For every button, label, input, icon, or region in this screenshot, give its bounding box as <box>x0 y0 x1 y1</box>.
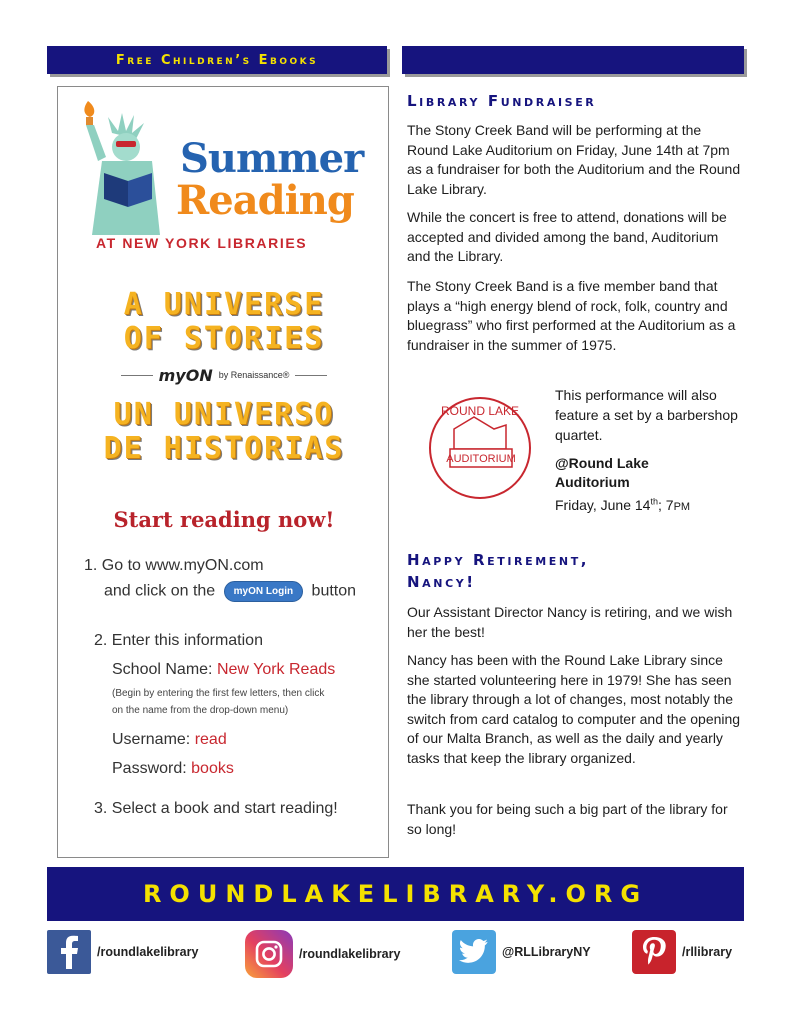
step-1-line-2: and click on the myON Login button <box>104 581 356 602</box>
instagram-icon[interactable] <box>245 930 293 978</box>
myon-brand-row <box>114 364 334 386</box>
username-value: read <box>194 731 227 748</box>
retirement-paragraph-3: Thank you for being such a big part of the library for so long! <box>407 801 728 837</box>
fundraiser-paragraph-4: This performance will also feature a set by a barbershop quartet. <box>555 387 738 443</box>
summer-reading-logo <box>68 95 383 260</box>
retirement-paragraph-1: Our Assistant Director Nancy is retiring, and we wish her the best! <box>407 604 733 640</box>
social-pinterest[interactable]: /rllibrary <box>632 930 732 974</box>
facebook-icon[interactable] <box>47 930 91 974</box>
logo-subtitle: AT NEW YORK LIBRARIES <box>96 235 308 251</box>
universe-line-1: A UNIVERSE <box>123 287 325 322</box>
logo-reading-text: Reading <box>176 177 354 224</box>
social-instagram[interactable]: /roundlakelibrary <box>245 930 400 978</box>
logo-summer-text: Summer <box>180 135 364 182</box>
statue-of-liberty-icon <box>68 95 178 235</box>
auditorium-logo-bottom: AUDITORIUM <box>446 453 516 465</box>
myon-by-text: by Renaissance® <box>218 370 290 380</box>
universe-line-2: OF STORIES <box>123 321 325 356</box>
step-2-heading: 2. Enter this information <box>94 632 263 649</box>
twitter-icon[interactable] <box>452 930 496 974</box>
fundraiser-heading: Library Fundraiser <box>407 92 597 110</box>
website-link[interactable]: ROUNDLAKELIBRARY.ORG <box>142 880 649 908</box>
school-name-value: New York Reads <box>216 661 336 678</box>
universo-line-2: DE HISTORIAS <box>103 431 345 466</box>
password-value: books <box>191 760 234 777</box>
free-ebooks-banner <box>47 46 387 74</box>
fundraiser-location: @Round Lake Auditorium Friday, June 14th; 7PM <box>555 455 691 513</box>
free-ebooks-title: Free Children’s Ebooks <box>115 52 319 68</box>
auditorium-logo-top: ROUND LAKE <box>440 404 520 418</box>
fundraiser-paragraph-3: The Stony Creek Band is a five member band that plays a “high energy blend of rock, folk, country and bluegrass” who first performed at the Auditorium as a fundraiser in the summer of 1975. <box>407 278 736 353</box>
website-banner <box>47 867 744 921</box>
step-3: 3. Select a book and start reading! <box>94 800 338 817</box>
myon-logo: myON <box>158 365 213 385</box>
start-reading-heading: Start reading now! <box>113 507 335 532</box>
universo-line-1: UN UNIVERSO <box>113 397 335 432</box>
school-name-row: School Name: New York Reads <box>112 661 336 678</box>
retirement-heading: Happy Retirement, Nancy! <box>407 551 590 591</box>
myon-login-button[interactable]: myON Login <box>224 581 303 602</box>
password-row: Password: books <box>112 760 234 777</box>
fundraiser-paragraph-2: While the concert is free to attend, donations will be accepted and divided among the band, Auditorium and the Library. <box>407 209 727 264</box>
social-facebook[interactable]: /roundlakelibrary <box>47 930 198 974</box>
pinterest-icon[interactable] <box>632 930 676 974</box>
right-column-banner <box>402 46 744 74</box>
fundraiser-date: Friday, June 14th; 7PM <box>555 496 691 513</box>
step-2-note: (Begin by entering the first few letters, then click on the name from the drop-down menu) <box>112 688 325 716</box>
round-lake-auditorium-logo <box>414 395 546 501</box>
social-twitter[interactable]: @RLLibraryNY <box>452 930 591 974</box>
step-1: 1. Go to www.myON.com <box>84 557 264 574</box>
username-row: Username: read <box>112 731 227 748</box>
retirement-paragraph-2: Nancy has been with the Round Lake Library since she started volunteering here in 1979! She has seen the library through a lot of changes, most notably the switch from card catalog to computer and the opening of our Malta Branch, as well as the daily and yearly tasks that keep the library organized. <box>407 652 741 766</box>
fundraiser-paragraph-1: The Stony Creek Band will be performing at the Round Lake Auditorium on Friday, June 14th at 7pm as a fundraiser for both the Auditorium and the Round Lake Library. <box>407 122 741 197</box>
summer-reading-flyer <box>57 86 389 858</box>
